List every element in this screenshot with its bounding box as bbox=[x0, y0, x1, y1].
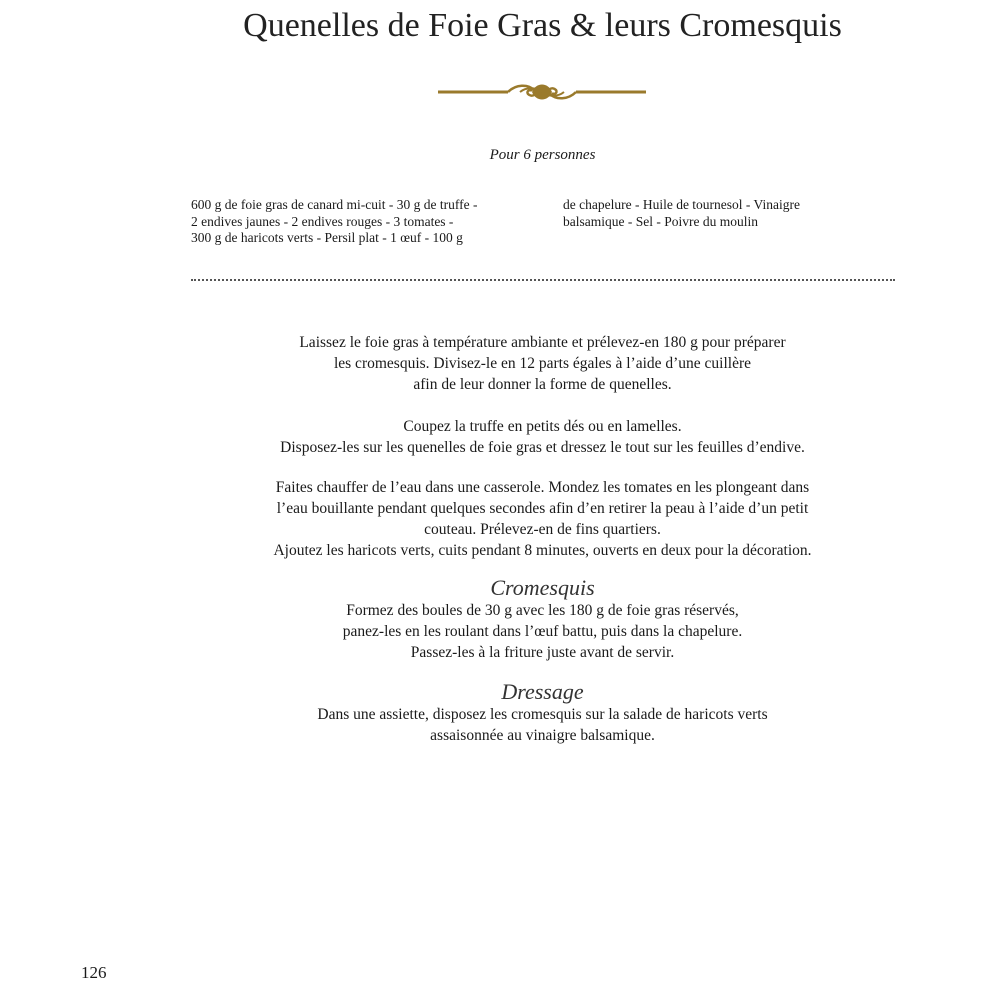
ingredient-line: 600 g de foie gras de canard mi-cuit - 30 g de truffe - bbox=[191, 197, 478, 212]
instruction-line: Faites chauffer de l’eau dans une casserole. Mondez les tomates en les plongeant dans bbox=[275, 479, 810, 496]
ingredients-column-left bbox=[191, 197, 478, 247]
flourish-divider-icon bbox=[436, 78, 648, 106]
page-number: 126 bbox=[81, 963, 107, 982]
instruction-paragraph-3 bbox=[180, 477, 905, 561]
section-heading-cromesquis: Cromesquis bbox=[490, 575, 595, 600]
instruction-line: Laissez le foie gras à température ambiante et prélevez-en 180 g pour préparer bbox=[299, 334, 786, 351]
instruction-line: Formez des boules de 30 g avec les 180 g de foie gras réservés, bbox=[346, 602, 739, 619]
ingredient-line: balsamique - Sel - Poivre du moulin bbox=[563, 213, 758, 229]
instruction-line: afin de leur donner la forme de quenelles. bbox=[413, 376, 672, 393]
instruction-line: Passez-les à la friture juste avant de servir. bbox=[410, 644, 675, 661]
cromesquis-paragraph bbox=[180, 600, 905, 663]
instruction-line: Dans une assiette, disposez les cromesquis sur la salade de haricots verts bbox=[317, 706, 768, 723]
ingredients-column-right bbox=[563, 197, 800, 230]
instruction-line: panez-les en les roulant dans l’œuf battu, puis dans la chapelure. bbox=[342, 623, 743, 640]
instruction-paragraph-1 bbox=[180, 332, 905, 395]
ingredient-line: 2 endives jaunes - 2 endives rouges - 3 tomates - bbox=[191, 213, 454, 229]
dotted-separator bbox=[191, 279, 895, 281]
instruction-line: assaisonnée au vinaigre balsamique. bbox=[430, 727, 655, 744]
ingredient-line: de chapelure - Huile de tournesol - Vinaigre bbox=[563, 197, 800, 212]
recipe-title: Quenelles de Foie Gras & leurs Cromesquis bbox=[243, 7, 842, 44]
instruction-line: les cromesquis. Divisez-le en 12 parts égales à l’aide d’une cuillère bbox=[333, 355, 752, 372]
instruction-paragraph-2 bbox=[180, 416, 905, 458]
section-heading-dressage: Dressage bbox=[501, 679, 584, 704]
dressage-paragraph bbox=[180, 704, 905, 746]
instruction-line: l’eau bouillante pendant quelques secondes afin d’en retirer la peau à l’aide d’un petit bbox=[276, 500, 809, 517]
instruction-line: Ajoutez les haricots verts, cuits pendant 8 minutes, ouverts en deux pour la décoration. bbox=[273, 542, 812, 559]
instruction-line: Coupez la truffe en petits dés ou en lamelles. bbox=[403, 418, 682, 435]
ingredient-line: 300 g de haricots verts - Persil plat - 1 œuf - 100 g bbox=[191, 230, 463, 245]
servings-label: Pour 6 personnes bbox=[489, 147, 596, 163]
instruction-line: couteau. Prélevez-en de fins quartiers. bbox=[424, 521, 661, 538]
instruction-line: Disposez-les sur les quenelles de foie gras et dressez le tout sur les feuilles d’endive. bbox=[280, 439, 805, 456]
